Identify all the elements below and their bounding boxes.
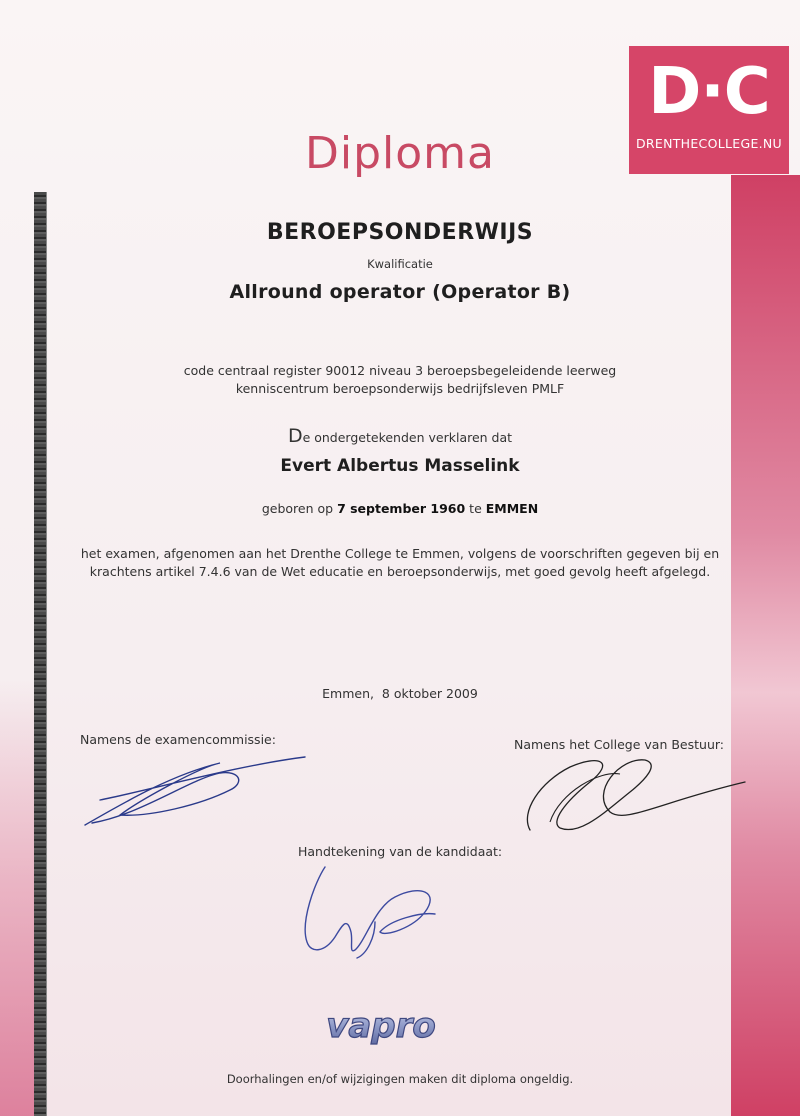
register-line-2: kenniscentrum beroepsonderwijs bedrijfsleven PMLF xyxy=(235,381,565,396)
vapro-text: vapro xyxy=(326,1006,436,1046)
birth-info xyxy=(60,501,740,516)
declaration-text: e ondergetekenden verklaren dat xyxy=(302,430,513,445)
qualification-label: Kwalificatie xyxy=(367,257,433,271)
page-title: Diploma xyxy=(304,128,495,179)
declaration xyxy=(60,425,740,447)
exam-statement xyxy=(60,545,740,581)
right-pink-band xyxy=(731,175,800,1116)
candidate-signature xyxy=(295,862,455,962)
education-type: BEROEPSONDERWIJS xyxy=(266,220,534,245)
candidate-signature-label: Handtekening van de kandidaat: xyxy=(298,844,503,859)
register-info xyxy=(60,362,740,398)
birth-date: 7 september 1960 xyxy=(337,501,466,516)
qualification-name: Allround operator (Operator B) xyxy=(229,281,571,303)
declaration-initial: D xyxy=(287,425,303,447)
footer-notice: Doorhalingen en/of wijzigingen maken dit diploma ongeldig. xyxy=(226,1072,574,1086)
birth-middle: te xyxy=(469,501,482,516)
logo-url: DRENTHECOLLEGE.NU xyxy=(635,136,783,151)
candidate-name: Evert Albertus Masselink xyxy=(280,456,520,476)
vapro-logo xyxy=(288,1006,474,1046)
birth-place: EMMEN xyxy=(485,501,539,516)
board-signature xyxy=(520,752,750,838)
place-date: Emmen, 8 oktober 2009 xyxy=(322,686,478,701)
board-label: Namens het College van Bestuur: xyxy=(514,737,724,752)
register-line-1: code centraal register 90012 niveau 3 beroepsbegeleidende leerweg xyxy=(183,363,617,378)
exam-line-1: het examen, afgenomen aan het Drenthe College te Emmen, volgens de voorschriften gegeven bij en xyxy=(80,546,720,561)
logo-mark: D·C xyxy=(648,55,770,129)
exam-committee-signature xyxy=(80,745,310,835)
binding-strip xyxy=(34,192,46,1116)
exam-committee-label: Namens de examencommissie: xyxy=(80,732,276,747)
birth-prefix: geboren op xyxy=(261,501,334,516)
exam-line-2: krachtens artikel 7.4.6 van de Wet educatie en beroepsonderwijs, met goed gevolg heeft afgelegd. xyxy=(89,564,711,579)
